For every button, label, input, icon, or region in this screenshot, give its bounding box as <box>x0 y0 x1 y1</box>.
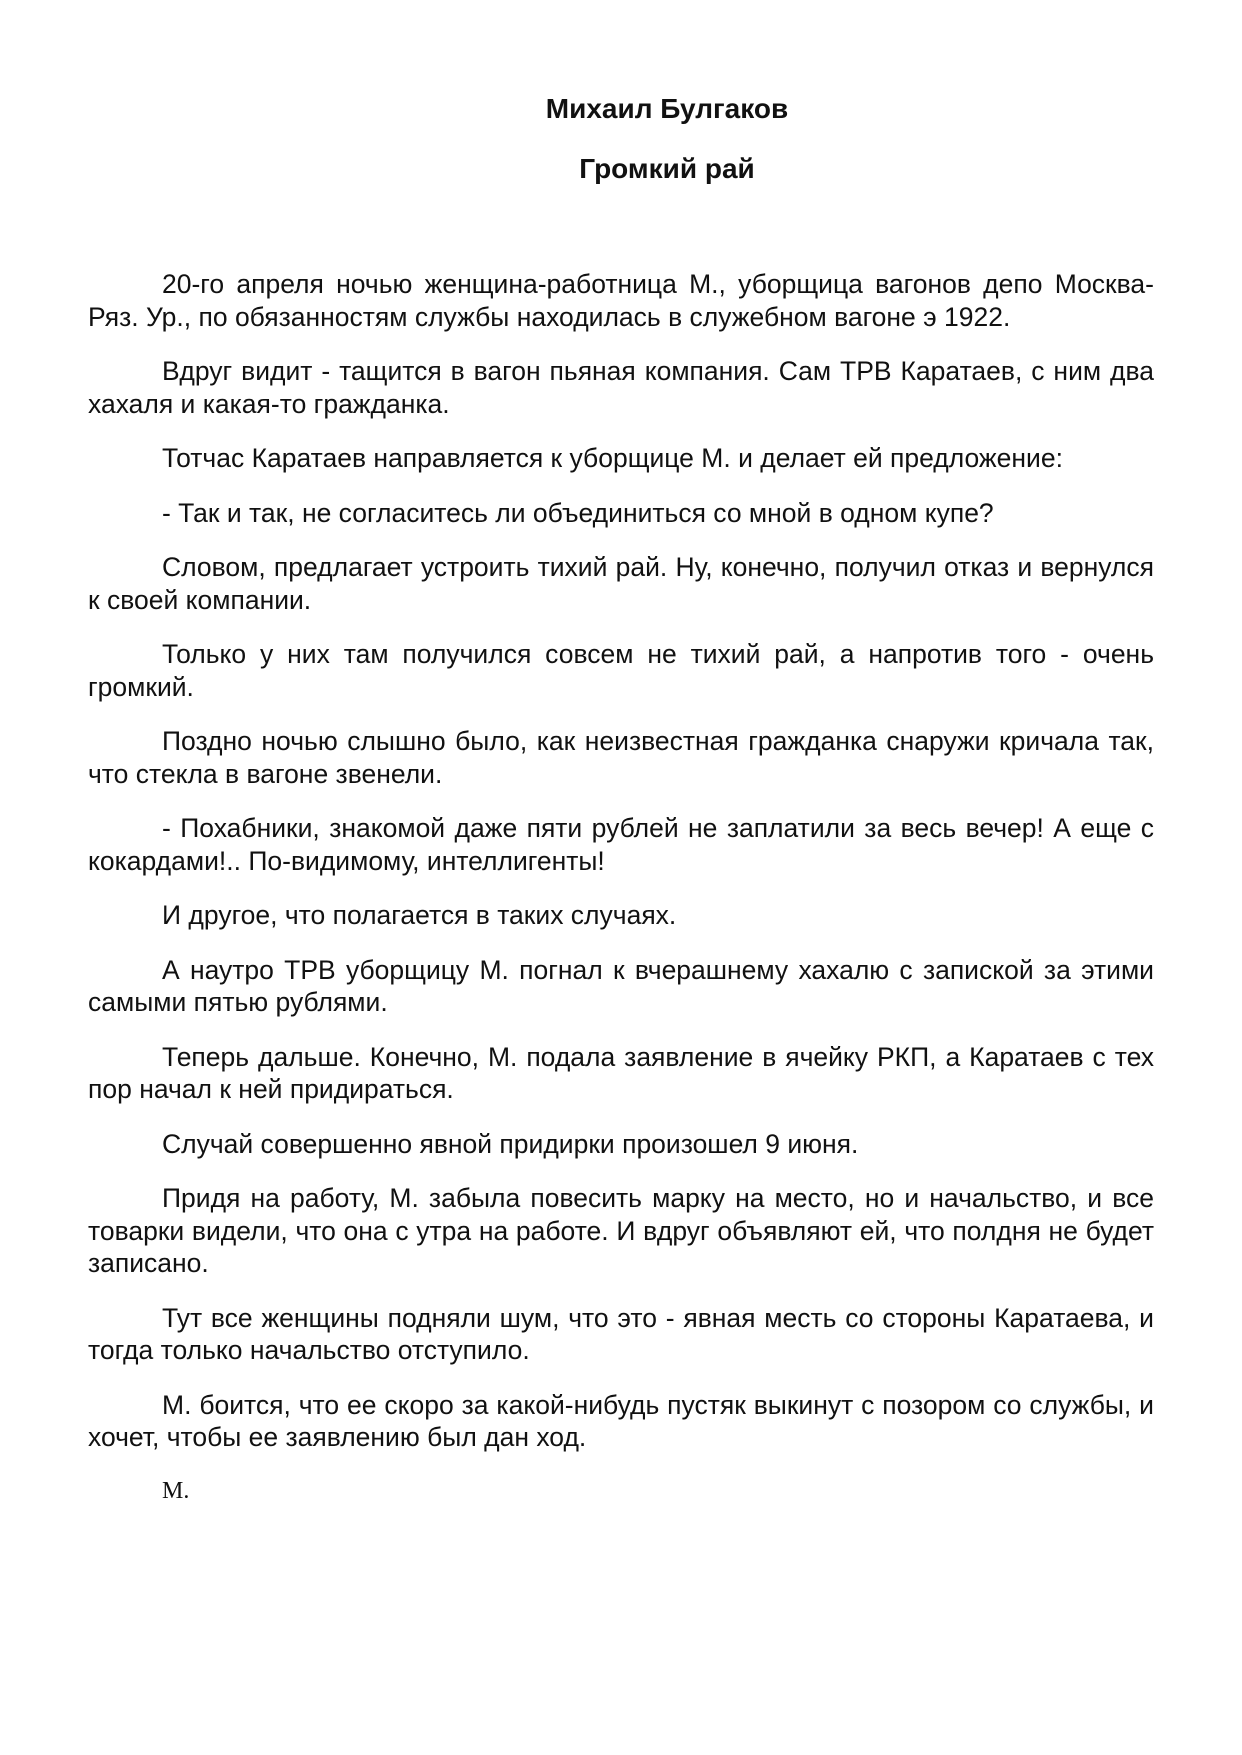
paragraph-8: - Похабники, знакомой даже пяти рублей не заплатили за весь вечер! А еще с кокардами!.. По-видимому, интеллигенты! <box>88 813 1154 876</box>
paragraph-10: А наутро ТРВ уборщицу М. погнал к вчерашнему хахалю с запиской за этими самыми пятью рублями. <box>88 954 1154 1017</box>
paragraph-4: - Так и так, не согласитесь ли объединиться со мной в одном купе? <box>162 497 994 528</box>
paragraph-14: Тут все женщины подняли шум, что это - явная месть со стороны Каратаева, и тогда только начальство отступило. <box>88 1302 1154 1365</box>
paragraph-15: М. боится, что ее скоро за какой-нибудь пустяк выкинут с позором со службы, и хочет, чтобы ее заявлению был дан ход. <box>88 1389 1154 1452</box>
paragraph-11: Теперь дальше. Конечно, М. подала заявление в ячейку РКП, а Каратаев с тех пор начал к ней придираться. <box>88 1041 1154 1104</box>
document-page <box>88 92 1154 1506</box>
paragraph-13: Придя на работу, М. забыла повесить марку на место, но и начальство, и все товарки видели, что она с утра на работе. И вдруг объявляют ей, что полдня не будет записано. <box>88 1183 1154 1278</box>
paragraph-3: Тотчас Каратаев направляется к уборщице М. и делает ей предложение: <box>162 443 1063 473</box>
story-title: Громкий рай <box>579 153 755 184</box>
paragraph-5: Словом, предлагает устроить тихий рай. Ну, конечно, получил отказ и вернулся к своей компании. <box>88 552 1154 615</box>
paragraph-7: Поздно ночью слышно было, как неизвестная гражданка снаружи кричала так, что стекла в вагоне звенели. <box>88 726 1154 789</box>
story-body <box>88 268 1154 1454</box>
paragraph-12: Случай совершенно явной придирки произошел 9 июня. <box>162 1128 859 1159</box>
paragraph-2: Вдруг видит - тащится в вагон пьяная компания. Сам ТРВ Каратаев, с ним два хахаля и какая-то гражданка. <box>88 356 1154 419</box>
paragraph-9: И другое, что полагается в таких случаях. <box>162 900 677 930</box>
signature: М. <box>162 1477 190 1504</box>
paragraph-1: 20-го апреля ночью женщина-работница М., уборщица вагонов депо Москва-Ряз. Ур., по обязанностям службы находилась в служебном вагоне э 1922. <box>88 269 1154 332</box>
paragraph-6: Только у них там получился совсем не тихий рай, а напротив того - очень громкий. <box>88 639 1154 702</box>
author-name: Михаил Булгаков <box>545 93 789 124</box>
